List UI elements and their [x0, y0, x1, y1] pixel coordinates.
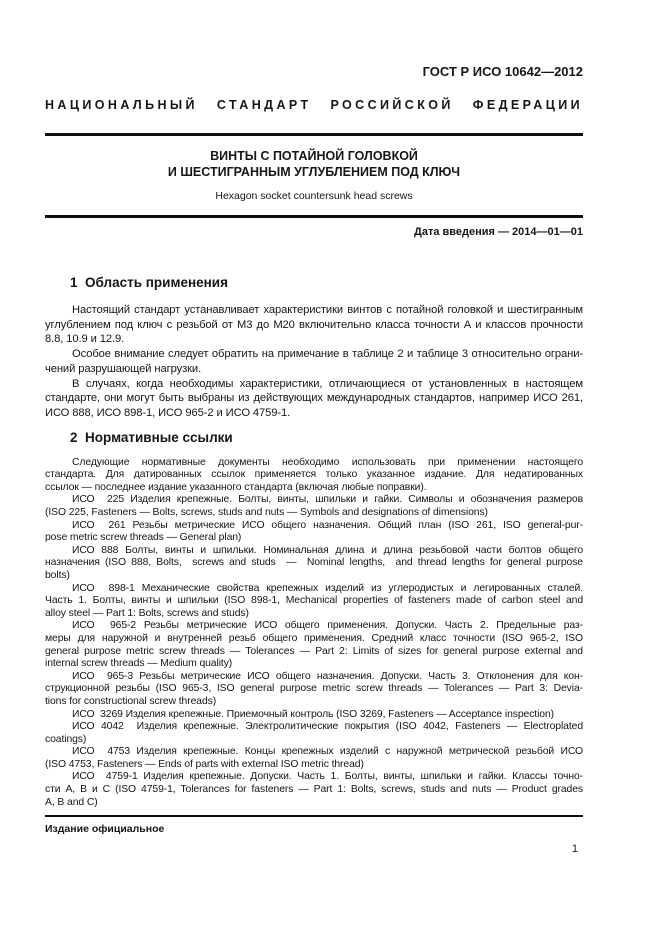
text-line: pose metric screw threads — General plan) — [45, 532, 242, 544]
text-line: Следующие нормативные документы необходимо использовать при применении настоящего — [72, 456, 583, 468]
header-rule-top — [45, 133, 583, 136]
page-number: 1 — [571, 843, 578, 856]
text-line: tions for constructional screw threads) — [45, 695, 217, 707]
text-line: ИСО 888 Болты, винты и шпильки. Номинальная длина и длина резьбовой части болтов общего — [72, 544, 583, 556]
section-heading: 2 Нормативные ссылки — [70, 429, 233, 445]
paragraph — [45, 377, 583, 421]
doc-number: ГОСТ Р ИСО 10642—2012 — [422, 64, 583, 79]
effective-date: Дата введения — 2014—01—01 — [414, 226, 583, 238]
text-line: Особое внимание следует обратить на примечание в таблице 2 и таблице 3 относительно ограни- — [72, 348, 583, 361]
sections — [45, 276, 583, 809]
title-line-1: ВИНТЫ С ПОТАЙНОЙ ГОЛОВКОЙ — [210, 149, 418, 163]
text-line: В случаях, когда необходимы характеристики, отличающиеся от установленных в настоящем — [72, 377, 583, 390]
text-line: alloy steel — Part 1: Bolts, screws and studs) — [45, 607, 249, 619]
section — [45, 276, 583, 421]
paragraph — [45, 620, 583, 670]
document-page — [45, 0, 583, 855]
text-line: Настоящий стандарт устанавливает характеристики винтов с потайной головкой и шестигранным — [72, 304, 583, 316]
text-line: назначения (ISO 888, Bolts, screws and studs — Nominal lengths, and thread lengths for general purpose — [45, 557, 583, 569]
text-line: coatings) — [45, 733, 87, 745]
paragraph — [45, 721, 583, 746]
text-line: ИСО 965-2 Резьбы метрические ИСО общего применения. Допуски. Часть 2. Предельные раз- — [72, 620, 583, 632]
text-line: (ISO 4753, Fasteners — Ends of parts with external ISO metric thread) — [45, 758, 364, 770]
footer-rule — [45, 815, 583, 817]
text-line: меры для наружной и внутренней резьб общего применения. Средний класс точности (ISO 965-2, ISO — [45, 632, 583, 644]
text-line: чений разрушающей нагрузки. — [45, 362, 202, 375]
text-line: углублением под ключ с резьбой от М3 до М20 включительно класса точности А и классов прочности — [45, 318, 583, 331]
paragraph — [45, 583, 583, 621]
standard-type-line: НАЦИОНАЛЬНЫЙ СТАНДАРТ РОССИЙСКОЙ ФЕДЕРАЦИИ — [45, 98, 583, 112]
paragraph — [45, 746, 583, 771]
official-edition-label: Издание официальное — [45, 823, 165, 836]
section-body — [45, 303, 583, 421]
paragraph — [45, 520, 583, 545]
paragraph — [45, 771, 583, 809]
text-line: ИСО 3269 Изделия крепежные. Приемочный контроль (ISO 3269, Fasteners — Acceptance inspection) — [72, 708, 555, 720]
text-line: 8.8, 10.9 и 12.9. — [45, 333, 125, 346]
text-line: ИСО 4759-1 Изделия крепежные. Допуски. Часть 1. Болты, винты, шпильки и гайки. Классы точно- — [72, 771, 583, 783]
text-line: general purpose metric screw threads — Tolerances — Part 2: Limits of sizes for general purpose external and — [45, 645, 583, 657]
paragraph — [45, 457, 583, 495]
text-line: bolts) — [45, 569, 70, 581]
text-line: Часть 1. Болты, винты и шпильки (ISO 898-1, Mechanical properties of fasteners made of carbon steel and — [45, 595, 583, 607]
text-line: internal screw threads — Medium quality) — [45, 658, 233, 670]
paragraph — [45, 347, 583, 376]
text-line: ИСО 965-3 Резьбы метрические ИСО общего назначения. Допуски. Часть 3. Отклонения для кон- — [72, 670, 583, 682]
section — [45, 431, 583, 810]
title-line-2: И ШЕСТИГРАННЫМ УГЛУБЛЕНИЕМ ПОД КЛЮЧ — [167, 164, 461, 179]
header-rule-bottom — [45, 215, 583, 218]
paragraph — [45, 709, 583, 722]
text-line: ИСО 225 Изделия крепежные. Болты, винты, шпильки и гайки. Символы и обозначения размеров — [72, 494, 583, 506]
paragraph — [45, 671, 583, 709]
text-line: стандарте, они могут быть выбраны из действующих международных стандартов, например ИСО 261, — [45, 392, 583, 405]
paragraph — [45, 494, 583, 519]
document-title — [45, 149, 583, 180]
section-body — [45, 457, 583, 810]
paragraph — [45, 545, 583, 583]
text-line: ИСО 261 Резьбы метрические ИСО общего назначения. Общий план (ISO 261, ISO general-pur- — [72, 519, 583, 531]
text-line: сти А, В и С (ISO 4759-1, Tolerances for fasteners — Part 1: Bolts, screws, studs and nuts — Product grades — [45, 784, 583, 796]
text-line: струкционной резьбы (ISO 965-3, ISO general purpose metric screw threads — Tolerances — Part 3: Devia- — [45, 683, 583, 695]
text-line: ИСО 4042 Изделия крепежные. Электролитические покрытия (ISO 4042, Fasteners — Electroplated — [72, 721, 583, 733]
text-line: A, B and C) — [45, 796, 98, 808]
text-line: ИСО 888, ИСО 898-1, ИСО 965-2 и ИСО 4759-1. — [45, 406, 291, 419]
text-line: стандарта. Для датированных ссылок применяется только указанное издание. Для недатированных — [45, 469, 583, 481]
text-line: ИСО 898-1 Механические свойства крепежных изделий из углеродистых и легированных сталей. — [72, 582, 583, 594]
text-line: (ISO 225, Fasteners — Bolts, screws, studs and nuts — Symbols and designations of dimensions) — [45, 507, 488, 518]
text-line: ссылок — последнее издание указанного стандарта (включая любые поправки). — [45, 481, 427, 493]
paragraph — [45, 303, 583, 347]
section-heading: 1 Область применения — [70, 275, 228, 290]
text-line: ИСО 4753 Изделия крепежные. Концы крепежных изделий с наружной метрической резьбой ИСО — [72, 746, 583, 758]
document-title-english: Hexagon socket countersunk head screws — [215, 190, 413, 202]
